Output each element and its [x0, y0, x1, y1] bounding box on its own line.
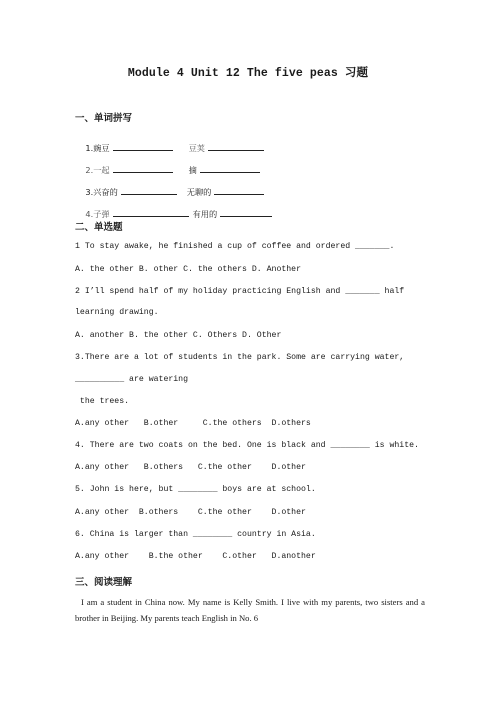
- vocab-item: 有用的: [192, 209, 218, 219]
- question-3-line-3: the trees.: [75, 397, 130, 406]
- section-heading-spelling: 一、单词拼写: [75, 113, 133, 124]
- vocab-item: 豆荚: [188, 143, 205, 153]
- answer-blank: [121, 186, 177, 195]
- section-heading-choice: 二、单选题: [75, 222, 123, 233]
- question-5-options: A.any other B.others C.the other D.other: [75, 508, 306, 517]
- question-2-line-1: 2 I’ll spend half of my holiday practicing English and _______ half: [75, 287, 405, 296]
- answer-blank: [113, 208, 189, 217]
- answer-blank: [208, 142, 264, 151]
- question-3-line-1: 3.There are a lot of students in the park. Some are carrying water,: [75, 353, 405, 362]
- answer-blank: [113, 164, 173, 173]
- answer-blank: [214, 186, 264, 195]
- question-2-line-2: learning drawing.: [75, 308, 159, 317]
- question-1: 1 To stay awake, he finished a cup of coffee and ordered _______.: [75, 242, 395, 251]
- vocab-item: 摘: [188, 165, 197, 175]
- question-1-options: A. the other B. other C. the others D. Another: [75, 265, 302, 274]
- page-title: Module 4 Unit 12 The five peas 习题: [127, 67, 369, 80]
- vocab-item: 1.豌豆: [85, 143, 110, 153]
- question-3-line-2: __________ are watering: [75, 375, 189, 384]
- reading-paragraph: I am a student in China now. My name is Kelly Smith. I live with my parents, two sisters and a brother in Beijing. My parents teach English in No. 6: [75, 597, 425, 623]
- section-heading-reading: 三、阅读理解: [75, 577, 133, 588]
- question-4-options: A.any other B.others C.the other D.other: [75, 463, 306, 472]
- answer-blank: [200, 164, 260, 173]
- answer-blank: [113, 142, 173, 151]
- vocab-item: 4.子弹: [85, 209, 110, 219]
- question-5: 5. John is here, but ________ boys are at school.: [75, 485, 316, 494]
- vocab-item: 2.一起: [85, 165, 110, 175]
- answer-blank: [220, 208, 272, 217]
- question-3-options: A.any other B.other C.the others D.others: [75, 419, 311, 428]
- question-4: 4. There are two coats on the bed. One is black and ________ is white.: [75, 441, 419, 450]
- vocab-item: 无聊的: [186, 187, 212, 197]
- vocab-item: 3.兴奋的: [85, 187, 118, 197]
- question-2-options: A. another B. the other C. Others D. Other: [75, 331, 282, 340]
- question-6: 6. China is larger than ________ country in Asia.: [75, 530, 316, 539]
- question-6-options: A.any other B.the other C.other D.another: [75, 552, 316, 561]
